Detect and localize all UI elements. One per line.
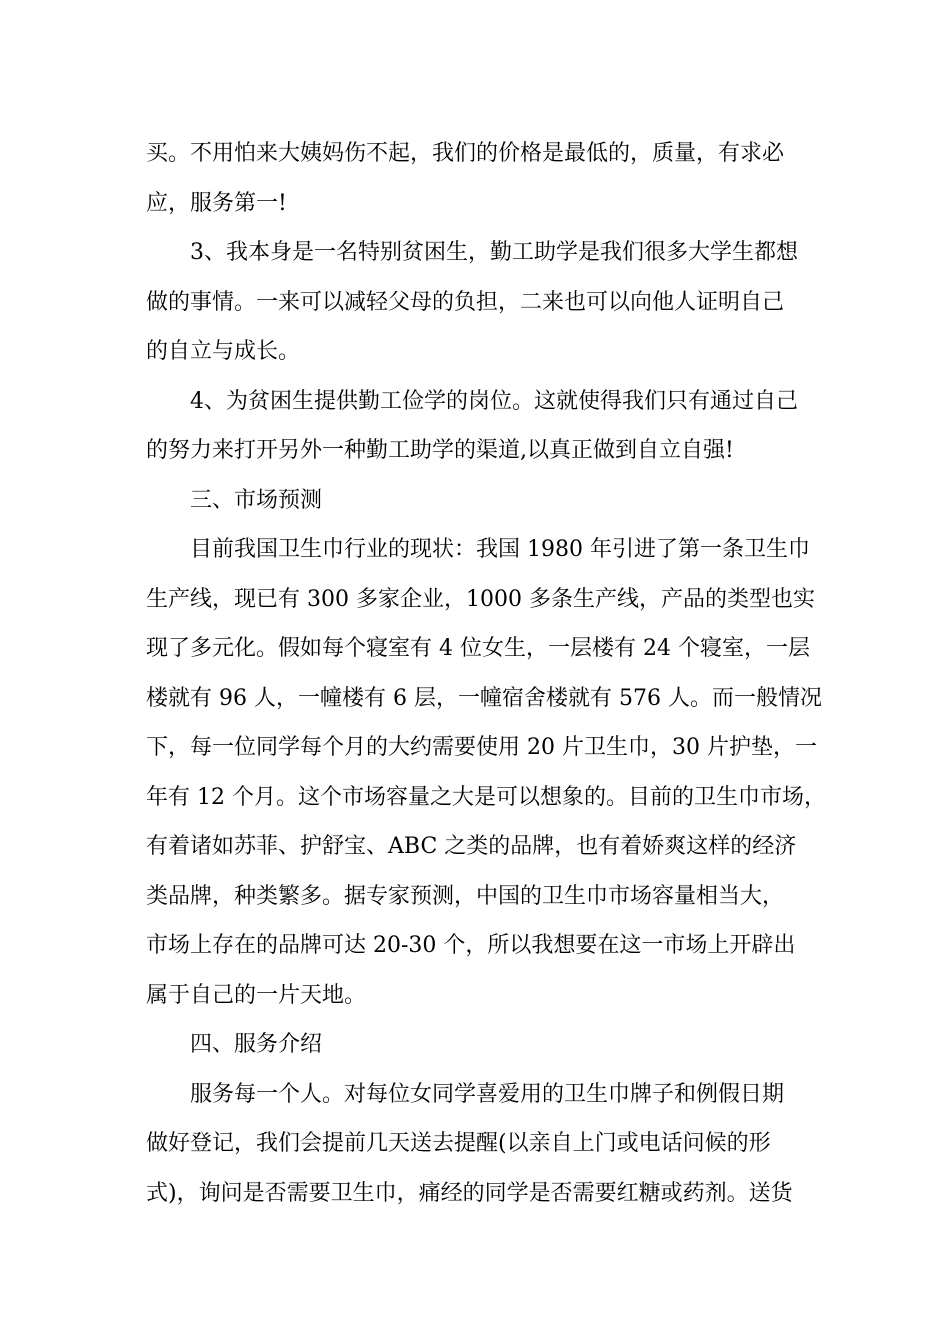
text-line: 式)，询问是否需要卫生巾，痛经的同学是否需要红糖或药剂。送货 bbox=[146, 1180, 793, 1206]
text-line: 4、为贫困生提供勤工俭学的岗位。这就使得我们只有通过自己 bbox=[190, 388, 798, 414]
text-line: 买。不用怕来大姨妈伤不起，我们的价格是最低的，质量，有求必 bbox=[146, 141, 785, 166]
text-line: 的自立与成长。 bbox=[146, 339, 301, 364]
text-line: 服务每一个人。对每位女同学喜爱用的卫生巾牌子和例假日期 bbox=[190, 1081, 785, 1107]
text-line: 市场上存在的品牌可达 20-30 个，所以我想要在这一市场上开辟出 bbox=[146, 933, 796, 958]
text-line: 3、我本身是一名特别贫困生，勤工助学是我们很多大学生都想 bbox=[190, 240, 798, 265]
text-line: 下，每一位同学每个月的大约需要使用 20 片卫生巾，30 片护垫，一 bbox=[146, 735, 817, 760]
text-line: 做好登记，我们会提前几天送去提醒(以亲自上门或电话问候的形 bbox=[146, 1131, 771, 1156]
text-line: 目前我国卫生巾行业的现状：我国 1980 年引进了第一条卫生巾 bbox=[190, 537, 810, 562]
text-line: 有着诸如苏菲、护舒宝、ABC 之类的品牌，也有着娇爽这样的经济 bbox=[146, 834, 797, 859]
text-line: 四、服务介绍 bbox=[190, 1032, 323, 1057]
text-line: 类品牌，种类繁多。据专家预测，中国的卫生巾市场容量相当大， bbox=[146, 883, 785, 909]
text-line: 属于自己的一片天地。 bbox=[146, 982, 367, 1008]
text-line: 的努力来打开另外一种勤工助学的渠道,以真正做到自立自强! bbox=[146, 438, 734, 463]
document-body bbox=[146, 129, 826, 1218]
text-line: 应，服务第一! bbox=[146, 190, 287, 216]
text-line: 楼就有 96 人，一幢楼有 6 层，一幢宿舍楼就有 576 人。而一般情况 bbox=[146, 685, 822, 711]
text-line: 三、市场预测 bbox=[190, 487, 323, 513]
text-line: 生产线，现已有 300 多家企业，1000 多条生产线，产品的类型也实 bbox=[146, 586, 815, 612]
text-line: 年有 12 个月。这个市场容量之大是可以想象的。目前的卫生巾市场， bbox=[146, 784, 826, 810]
text-line: 做的事情。一来可以减轻父母的负担，二来也可以向他人证明自己 bbox=[146, 289, 785, 315]
text-line: 现了多元化。假如每个寝室有 4 位女生，一层楼有 24 个寝室，一层 bbox=[146, 636, 810, 661]
